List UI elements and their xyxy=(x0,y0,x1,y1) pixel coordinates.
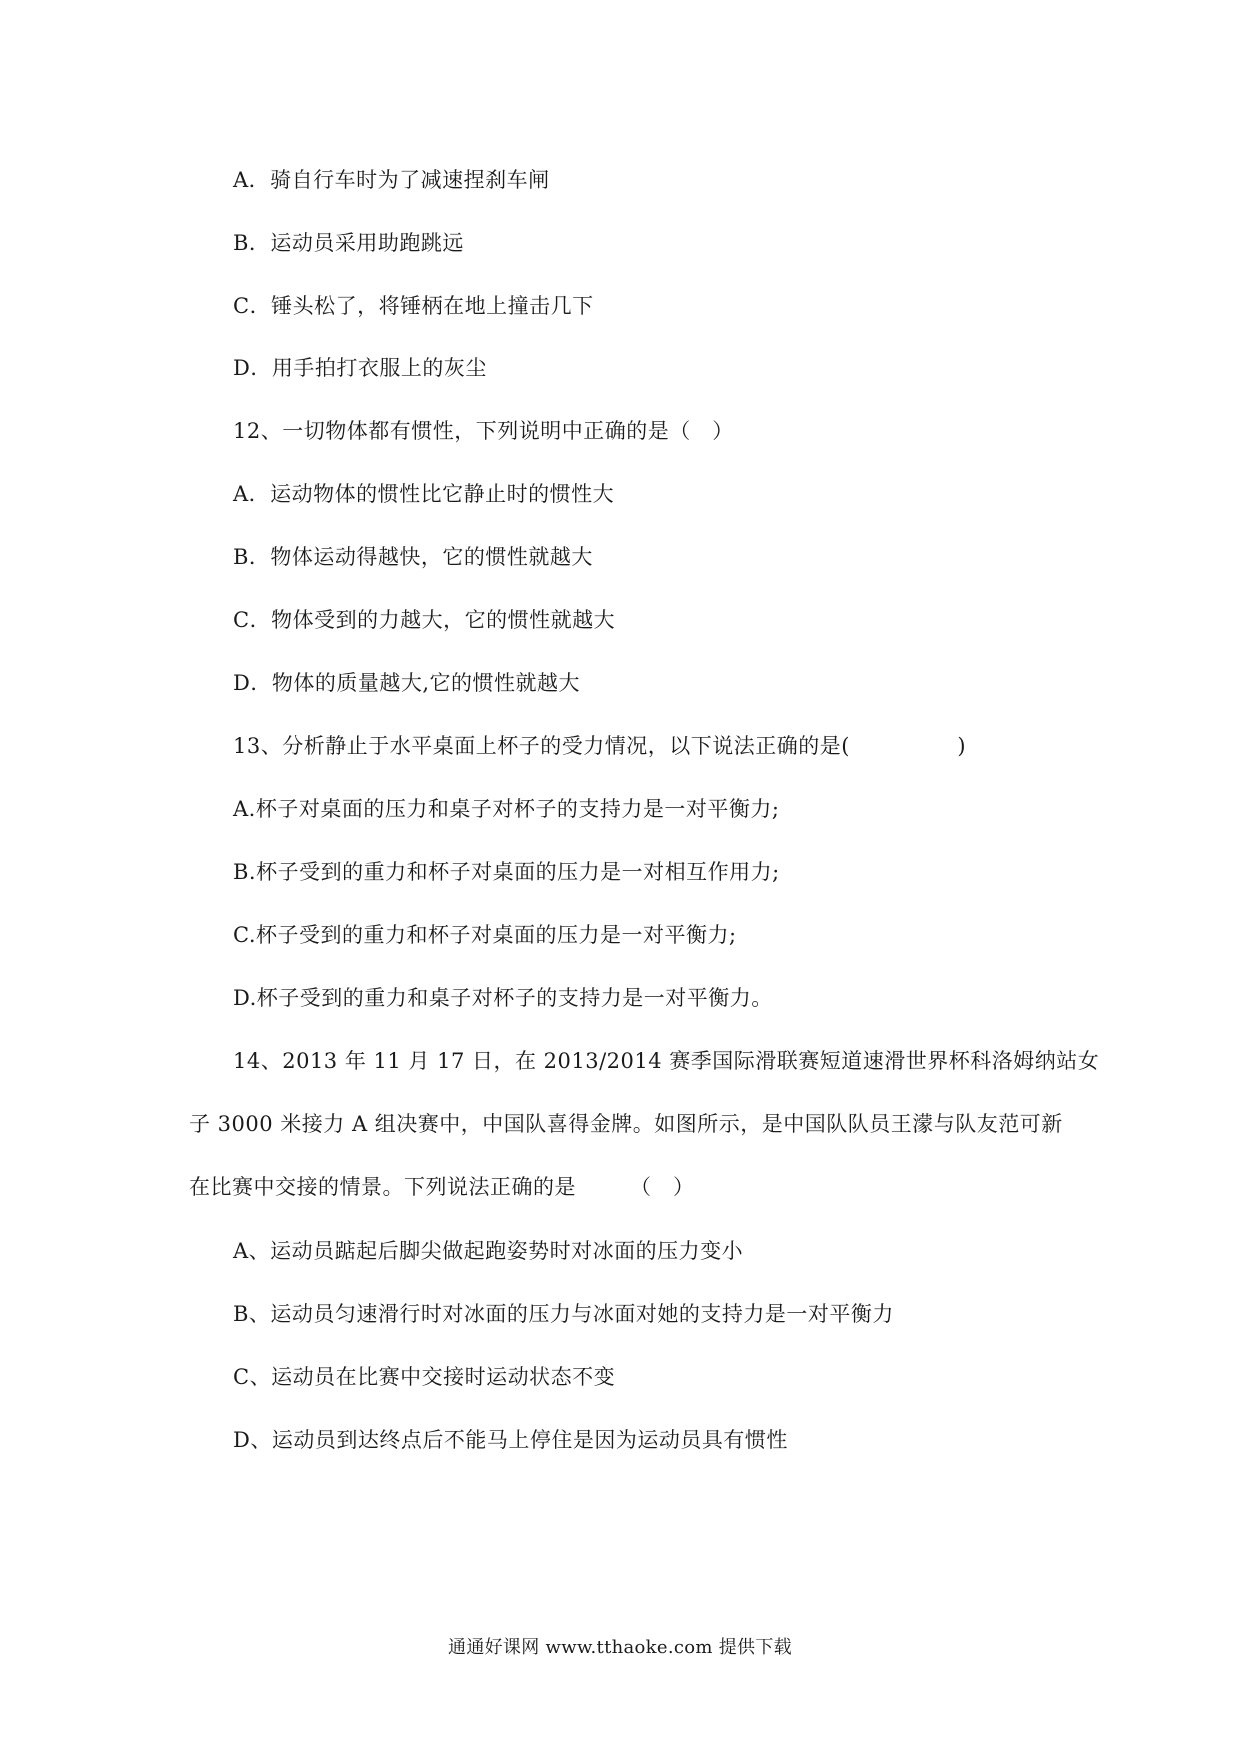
q14-option-a: A、运动员踮起后脚尖做起跑姿势时对冰面的压力变小 xyxy=(233,1239,744,1263)
page-footer: 通通好课网 www.tthaoke.com 提供下载 xyxy=(448,1637,792,1658)
q13-option-c: C.杯子受到的重力和杯子对桌面的压力是一对平衡力; xyxy=(233,923,737,947)
q12-option-b: B．物体运动得越快，它的惯性就越大 xyxy=(233,545,593,569)
q12-option-d: D．物体的质量越大,它的惯性就越大 xyxy=(233,671,581,695)
q14-option-b: B、运动员匀速滑行时对冰面的压力与冰面对她的支持力是一对平衡力 xyxy=(233,1302,894,1326)
q14-option-c: C、运动员在比赛中交接时运动状态不变 xyxy=(233,1365,616,1389)
q14-stem-line-3: 在比赛中交接的情景。下列说法正确的是 （ ） xyxy=(189,1175,695,1199)
q13-option-d: D.杯子受到的重力和桌子对杯子的支持力是一对平衡力。 xyxy=(233,986,773,1010)
q11-option-a: A．骑自行车时为了减速捏刹车闸 xyxy=(233,168,550,192)
q11-option-d: D．用手拍打衣服上的灰尘 xyxy=(233,356,487,380)
q12-option-c: C．物体受到的力越大，它的惯性就越大 xyxy=(233,608,616,632)
q14-stem-line-2: 子 3000 米接力 A 组决赛中，中国队喜得金牌。如图所示，是中国队队员王濛与队友范可新 xyxy=(189,1112,1063,1136)
q11-option-c: C．锤头松了，将锤柄在地上撞击几下 xyxy=(233,294,594,318)
q13-option-b: B.杯子受到的重力和杯子对桌面的压力是一对相互作用力; xyxy=(233,860,780,884)
q14-stem-line-1: 14、2013 年 11 月 17 日，在 2013/2014 赛季国际滑联赛短道速滑世界杯科洛姆纳站女 xyxy=(233,1049,1100,1073)
q13-option-a: A.杯子对桌面的压力和桌子对杯子的支持力是一对平衡力; xyxy=(233,797,780,821)
q11-option-b: B．运动员采用助跑跳远 xyxy=(233,231,464,255)
q13-stem: 13、分析静止于水平桌面上杯子的受力情况，以下说法正确的是( ) xyxy=(233,734,967,758)
q12-option-a: A．运动物体的惯性比它静止时的惯性大 xyxy=(233,482,615,506)
q14-option-d: D、运动员到达终点后不能马上停住是因为运动员具有惯性 xyxy=(233,1428,788,1452)
q12-stem: 12、一切物体都有惯性，下列说明中正确的是（ ） xyxy=(233,419,734,443)
